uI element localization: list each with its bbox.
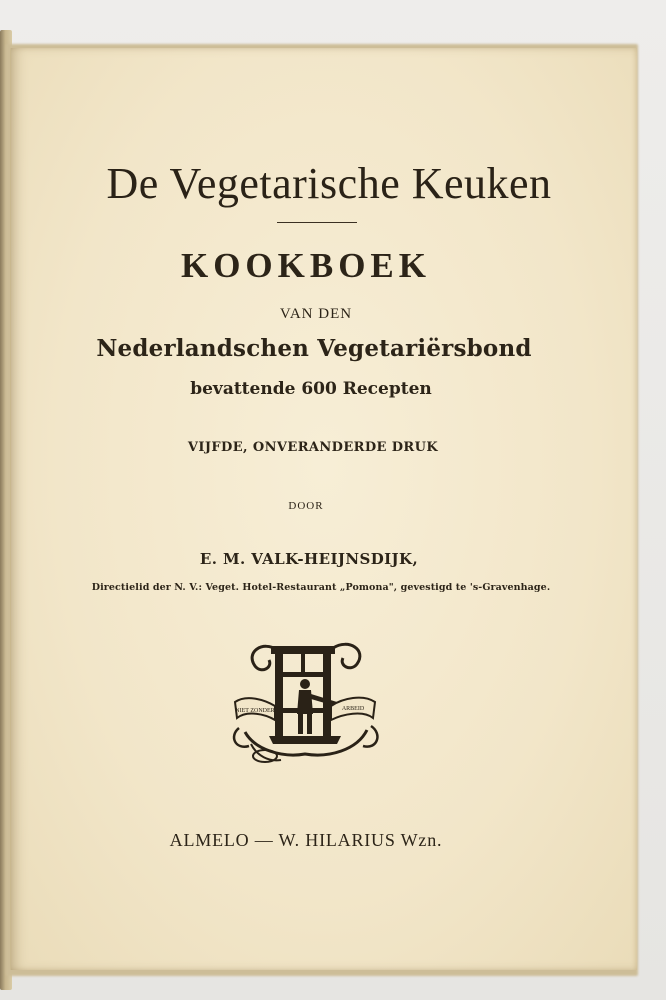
title-page: [10, 48, 637, 970]
author-affiliation: Directielid der N. V.: Veget. Hotel-Restaurant „Pomona", gevestigd te 's-Gravenhage.: [91, 582, 551, 593]
recipe-count: bevattende 600 Recepten: [190, 379, 432, 399]
book-subtitle: KOOKBOEK: [180, 246, 432, 285]
van-den-text: VAN DEN: [279, 306, 353, 322]
author-name: E. M. VALK-HEIJNSDIJK,: [199, 550, 419, 568]
printer-emblem-icon: [225, 632, 385, 768]
publisher-imprint: ALMELO — W. HILARIUS Wzn.: [169, 830, 443, 850]
banner-right-text: ARBEID: [341, 706, 365, 712]
book-title: De Vegetarische Keuken: [106, 159, 552, 208]
by-text: DOOR: [288, 500, 324, 512]
title-rule: [277, 222, 357, 223]
banner-left-text: NIET ZONDER: [235, 708, 275, 714]
edition-text: VIJFDE, ONVERANDERDE DRUK: [187, 440, 439, 455]
organization-name: Nederlandschen Vegetariërsbond: [96, 335, 532, 362]
